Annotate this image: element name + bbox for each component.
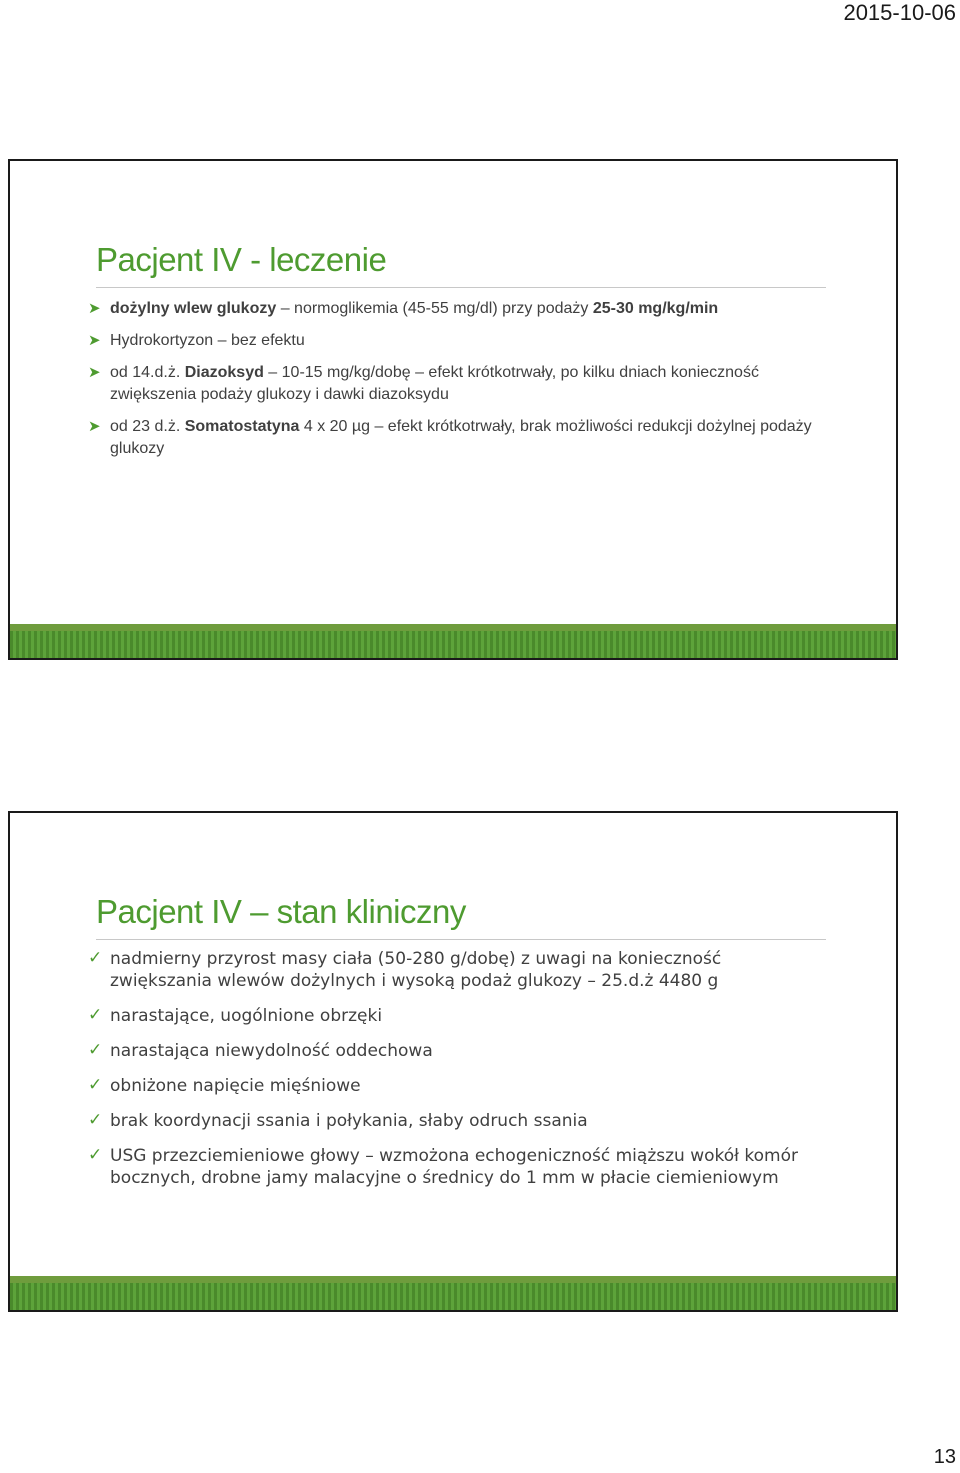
list-item: ✓ narastające, uogólnione obrzęki bbox=[88, 1005, 383, 1026]
list-item: ➤ od 23 d.ż. Somatostatyna 4 x 20 µg – efekt krótkotrwały, brak możliwości redukcji dożylnej podaży glukozy bbox=[88, 418, 812, 457]
slide-stan-kliniczny bbox=[8, 811, 898, 1312]
list-item: ✓ nadmierny przyrost masy ciała (50-280 g/dobę) z uwagi na konieczność zwiększania wlewów dożylnych i wysoką podaż glukozy – 25.d.ż 4480 g bbox=[88, 948, 722, 991]
list-item: ✓ obniżone napięcie mięśniowe bbox=[88, 1075, 361, 1096]
checkmark-icon: ✓ bbox=[88, 1145, 103, 1165]
checkmark-icon: ✓ bbox=[88, 1110, 103, 1130]
arrow-bullet-icon: ➤ bbox=[88, 418, 101, 435]
slide-title: Pacjent IV – stan kliniczny bbox=[96, 893, 466, 930]
list-item: ✓ brak koordynacji ssania i połykania, słaby odruch ssania bbox=[88, 1110, 588, 1131]
list-item: ➤ dożylny wlew glukozy – normoglikemia (45-55 mg/dl) przy podaży 25-30 mg/kg/min bbox=[86, 298, 816, 320]
arrow-bullet-icon: ➤ bbox=[88, 364, 101, 381]
slide-leczenie bbox=[8, 159, 898, 660]
checkmark-icon: ✓ bbox=[88, 948, 103, 968]
list-item: ✓ USG przezciemieniowe głowy – wzmożona echogeniczność miąższu wokół komór bocznych, drobne jamy malacyjne o średnicy do 1 mm w płacie ciemieniowym bbox=[88, 1145, 798, 1188]
treatment-list bbox=[86, 298, 816, 470]
slide-footer-band bbox=[10, 624, 896, 658]
page-number: 13 bbox=[933, 1446, 956, 1468]
list-item: ➤ Hydrokortyzon – bez efektu bbox=[86, 330, 816, 352]
title-divider bbox=[96, 939, 826, 940]
checkmark-icon: ✓ bbox=[88, 1005, 103, 1025]
list-item: ➤ od 14.d.ż. Diazoksyd – 10-15 mg/kg/dobę – efekt krótkotrwały, po kilku dniach konieczność zwiększenia podaży glukozy i dawki diazoksydu bbox=[88, 364, 759, 403]
page-date: 2015-10-06 bbox=[843, 0, 956, 25]
arrow-bullet-icon: ➤ bbox=[88, 300, 101, 317]
list-item: ✓ narastająca niewydolność oddechowa bbox=[88, 1040, 433, 1061]
clinical-list bbox=[86, 948, 816, 1202]
checkmark-icon: ✓ bbox=[88, 1075, 103, 1095]
arrow-bullet-icon: ➤ bbox=[88, 332, 101, 349]
checkmark-icon: ✓ bbox=[88, 1040, 103, 1060]
title-divider bbox=[96, 287, 826, 288]
slide-title: Pacjent IV - leczenie bbox=[96, 241, 387, 278]
slide-footer-band bbox=[10, 1276, 896, 1310]
